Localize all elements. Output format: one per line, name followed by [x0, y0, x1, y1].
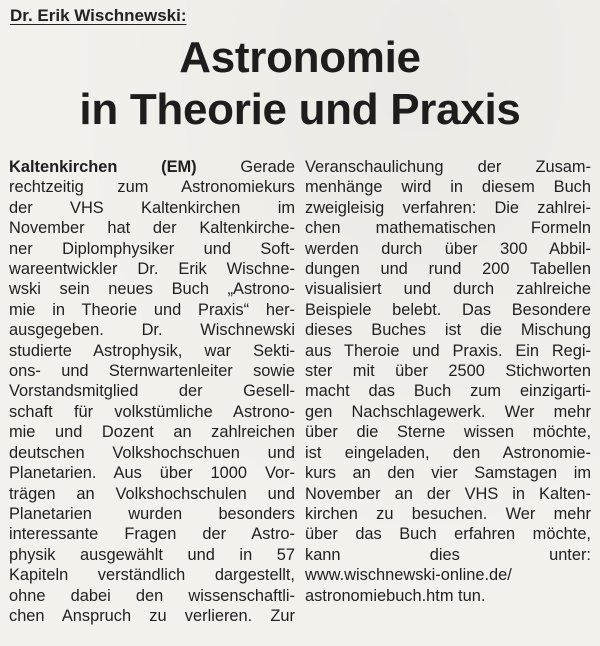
article-line: rechtzeitig zum Astronomiekurs — [9, 178, 295, 197]
byline: Dr. Erik Wischnewski: — [10, 6, 187, 25]
article-line: November hat der Kaltenkirche- — [9, 219, 295, 238]
article-line: kurs an den vier Samstagen im — [305, 464, 591, 483]
headline — [60, 32, 540, 136]
article-line: ist eingeladen, den Astronomie- — [305, 443, 591, 462]
article-line: ohne dabei den wissenschaftli- — [9, 586, 295, 605]
article-line: ster mit über 2500 Stichworten — [305, 362, 591, 381]
article-line: kirchen zu besuchen. Wer mehr — [305, 504, 591, 523]
article-line: ausgegeben. Dr. Wischnewski — [9, 321, 295, 340]
article-line: www.wischnewski-online.de/ — [305, 566, 512, 585]
article-line: Planetarien wurden besonders — [9, 504, 295, 523]
headline-line-1: Astronomie — [179, 33, 421, 82]
article-line: aus Theroie und Praxis. Ein Regi- — [305, 341, 591, 360]
article-line: macht das Buch zum einzigarti- — [305, 382, 591, 401]
article-line: werden durch über 300 Abbil- — [305, 239, 591, 258]
article-line: Kapiteln verständlich dargestellt, — [9, 566, 295, 585]
article-line: über die Sterne wissen möchte, — [305, 423, 591, 442]
headline-line-2: in Theorie und Praxis — [79, 85, 521, 134]
article-line: Vorstandsmitglied der Gesell- — [9, 382, 295, 401]
article-line: chen Anspruch zu verlieren. Zur — [9, 606, 295, 625]
article-line: deutschen Volkshochschuen und — [9, 443, 295, 462]
article-line: dieses Buches ist die Mischung — [305, 321, 591, 340]
article-line: chen mathematischen Formeln — [305, 219, 591, 238]
article-line-text: Gerade — [196, 158, 295, 176]
article-column-left — [9, 157, 295, 626]
article-line: visualisiert und durch zahlreiche — [305, 280, 591, 299]
article-column-right — [305, 157, 591, 626]
article-line: über das Buch erfahren möchte, — [305, 525, 591, 544]
article-line: physik ausgewählt und in 57 — [9, 545, 295, 564]
article-line: der VHS Kaltenkirchen im — [9, 198, 295, 217]
article-line: wski sein neues Buch „Astrono- — [9, 280, 295, 299]
article-line: November an der VHS in Kalten- — [305, 484, 591, 503]
article-line: Veranschaulichung der Zusam- — [305, 158, 591, 176]
article-line: interessante Fragen der Astro- — [9, 525, 295, 544]
article-line: ons- und Sternwartenleiter sowie — [9, 362, 295, 381]
article-line — [9, 157, 295, 177]
article-line: mie und Dozent an zahlreichen — [9, 423, 295, 442]
article-line: zweigleisig verfahren: Die zahlrei- — [305, 198, 591, 217]
article-line: mie in Theorie und Praxis“ her- — [9, 300, 295, 319]
article-line: studierte Astrophysik, war Sekti- — [9, 341, 295, 360]
article-line: kann dies unter: — [305, 545, 591, 564]
article-line: Beispiele belebt. Das Besondere — [305, 300, 591, 319]
article-line: wareentwickler Dr. Erik Wischne- — [9, 260, 295, 279]
article-line: menhänge wird in diesem Buch — [305, 178, 591, 197]
article-body — [9, 157, 591, 626]
article-line: dungen und rund 200 Tabellen — [305, 260, 591, 279]
article-line: schaft für volkstümliche Astrono- — [9, 402, 295, 421]
article-line: astronomiebuch.htm tun. — [305, 586, 486, 605]
article-line: gen Nachschlagewerk. Wer mehr — [305, 402, 591, 421]
article-dateline: Kaltenkirchen (EM) — [9, 158, 197, 176]
article-line: Planetarien. Aus über 1000 Vor- — [9, 464, 295, 483]
article-line: ner Diplomphysiker und Soft- — [9, 239, 295, 258]
article-line: trägen an Volkshochschulen und — [9, 484, 295, 503]
